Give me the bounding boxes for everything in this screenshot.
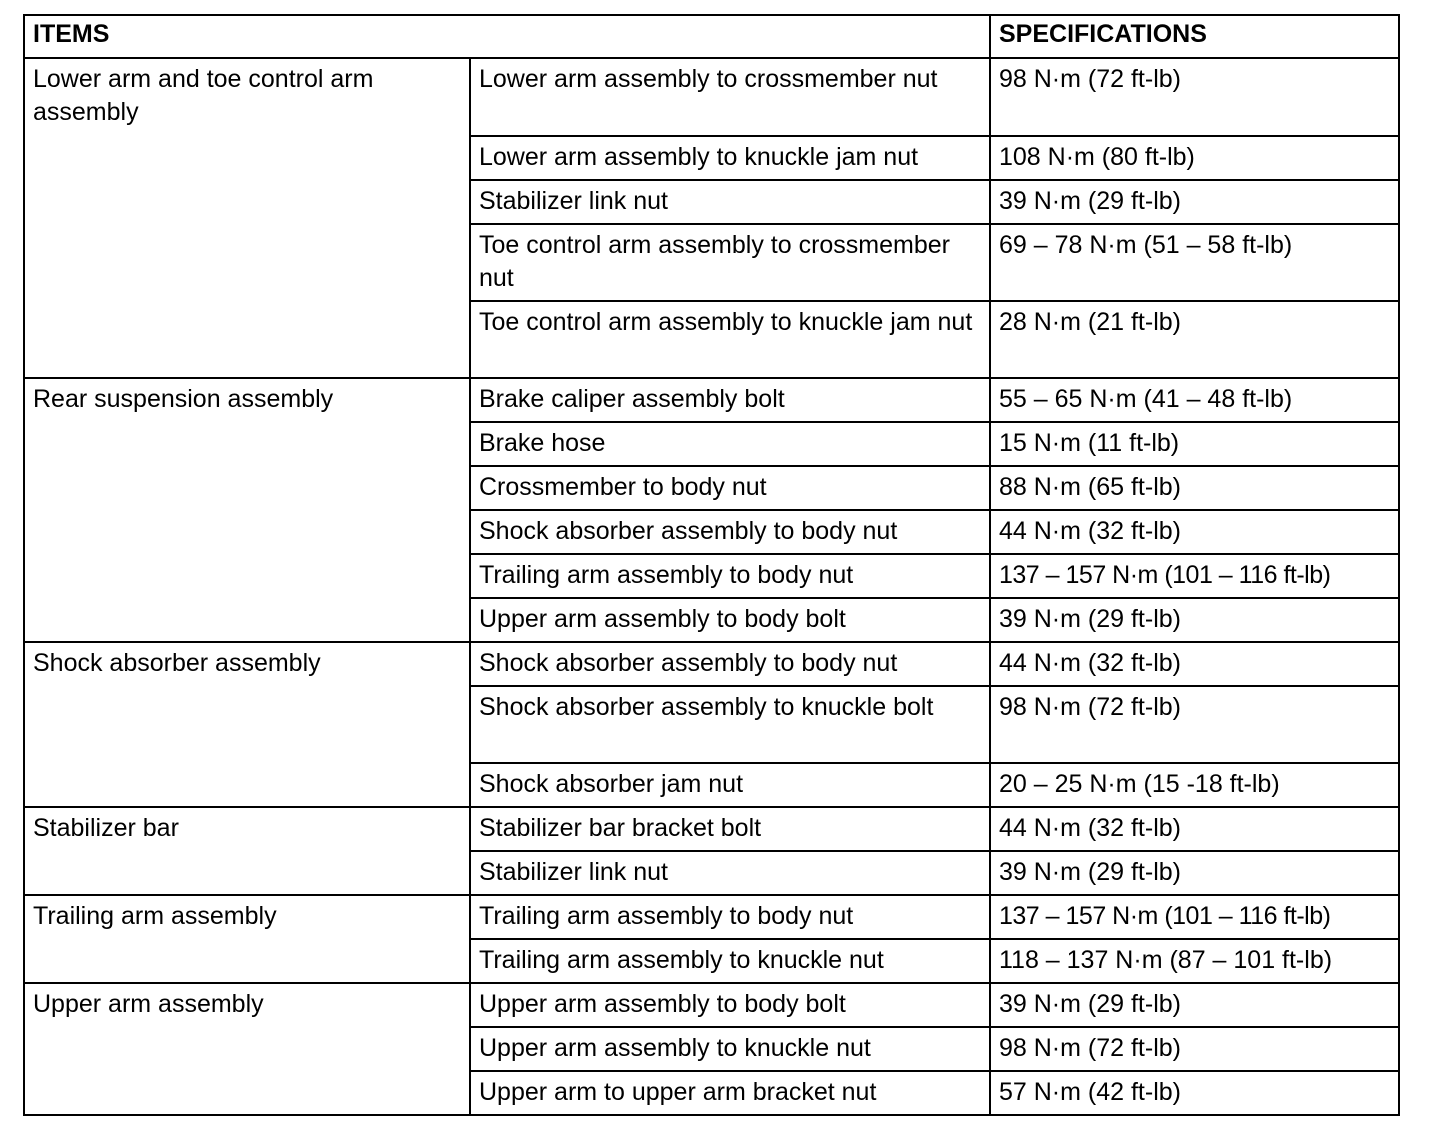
part-cell: Crossmember to body nut [470, 466, 990, 510]
spec-cell: 55 – 65 N·m (41 – 48 ft-lb) [990, 378, 1399, 422]
item-group-label: Upper arm assembly [24, 983, 470, 1115]
spec-cell: 39 N·m (29 ft-lb) [990, 851, 1399, 895]
part-cell: Stabilizer bar bracket bolt [470, 807, 990, 851]
part-cell: Upper arm assembly to body bolt [470, 983, 990, 1027]
specifications-header: SPECIFICATIONS [990, 15, 1399, 58]
spec-cell: 44 N·m (32 ft-lb) [990, 642, 1399, 686]
table-header-row [24, 15, 1399, 58]
part-cell: Brake hose [470, 422, 990, 466]
spec-cell: 57 N·m (42 ft-lb) [990, 1071, 1399, 1115]
part-cell: Shock absorber assembly to body nut [470, 510, 990, 554]
part-cell: Stabilizer link nut [470, 180, 990, 224]
spec-cell: 98 N·m (72 ft-lb) [990, 686, 1399, 763]
item-group-label: Lower arm and toe control arm assembly [24, 58, 470, 378]
part-cell: Toe control arm assembly to crossmember nut [470, 224, 990, 301]
spec-cell: 44 N·m (32 ft-lb) [990, 510, 1399, 554]
spec-cell: 137 – 157 N·m (101 – 116 ft-lb) [990, 895, 1399, 939]
part-cell: Trailing arm assembly to body nut [470, 895, 990, 939]
item-group-label: Trailing arm assembly [24, 895, 470, 983]
spec-cell: 118 – 137 N·m (87 – 101 ft-lb) [990, 939, 1399, 983]
items-header: ITEMS [24, 15, 990, 58]
spec-cell: 98 N·m (72 ft-lb) [990, 58, 1399, 136]
item-group-label: Shock absorber assembly [24, 642, 470, 807]
spec-cell: 88 N·m (65 ft-lb) [990, 466, 1399, 510]
part-cell: Upper arm to upper arm bracket nut [470, 1071, 990, 1115]
table-row [24, 642, 1399, 686]
part-cell: Trailing arm assembly to body nut [470, 554, 990, 598]
part-cell: Shock absorber assembly to body nut [470, 642, 990, 686]
part-cell: Lower arm assembly to crossmember nut [470, 58, 990, 136]
spec-cell: 137 – 157 N·m (101 – 116 ft-lb) [990, 554, 1399, 598]
table-row [24, 378, 1399, 422]
spec-cell: 28 N·m (21 ft-lb) [990, 301, 1399, 378]
part-cell: Upper arm assembly to body bolt [470, 598, 990, 642]
table-row [24, 58, 1399, 136]
spec-cell: 39 N·m (29 ft-lb) [990, 598, 1399, 642]
torque-spec-table [23, 14, 1400, 1116]
spec-cell: 20 – 25 N·m (15 -18 ft-lb) [990, 763, 1399, 807]
part-cell: Shock absorber jam nut [470, 763, 990, 807]
table-row [24, 895, 1399, 939]
spec-cell: 15 N·m (11 ft-lb) [990, 422, 1399, 466]
part-cell: Toe control arm assembly to knuckle jam nut [470, 301, 990, 378]
item-group-label: Stabilizer bar [24, 807, 470, 895]
table-row [24, 983, 1399, 1027]
spec-cell: 39 N·m (29 ft-lb) [990, 180, 1399, 224]
item-group-label: Rear suspension assembly [24, 378, 470, 642]
part-cell: Stabilizer link nut [470, 851, 990, 895]
part-cell: Trailing arm assembly to knuckle nut [470, 939, 990, 983]
part-cell: Lower arm assembly to knuckle jam nut [470, 136, 990, 180]
spec-cell: 108 N·m (80 ft-lb) [990, 136, 1399, 180]
spec-cell: 98 N·m (72 ft-lb) [990, 1027, 1399, 1071]
spec-cell: 44 N·m (32 ft-lb) [990, 807, 1399, 851]
table-row [24, 807, 1399, 851]
part-cell: Shock absorber assembly to knuckle bolt [470, 686, 990, 763]
spec-cell: 69 – 78 N·m (51 – 58 ft-lb) [990, 224, 1399, 301]
spec-cell: 39 N·m (29 ft-lb) [990, 983, 1399, 1027]
part-cell: Upper arm assembly to knuckle nut [470, 1027, 990, 1071]
part-cell: Brake caliper assembly bolt [470, 378, 990, 422]
